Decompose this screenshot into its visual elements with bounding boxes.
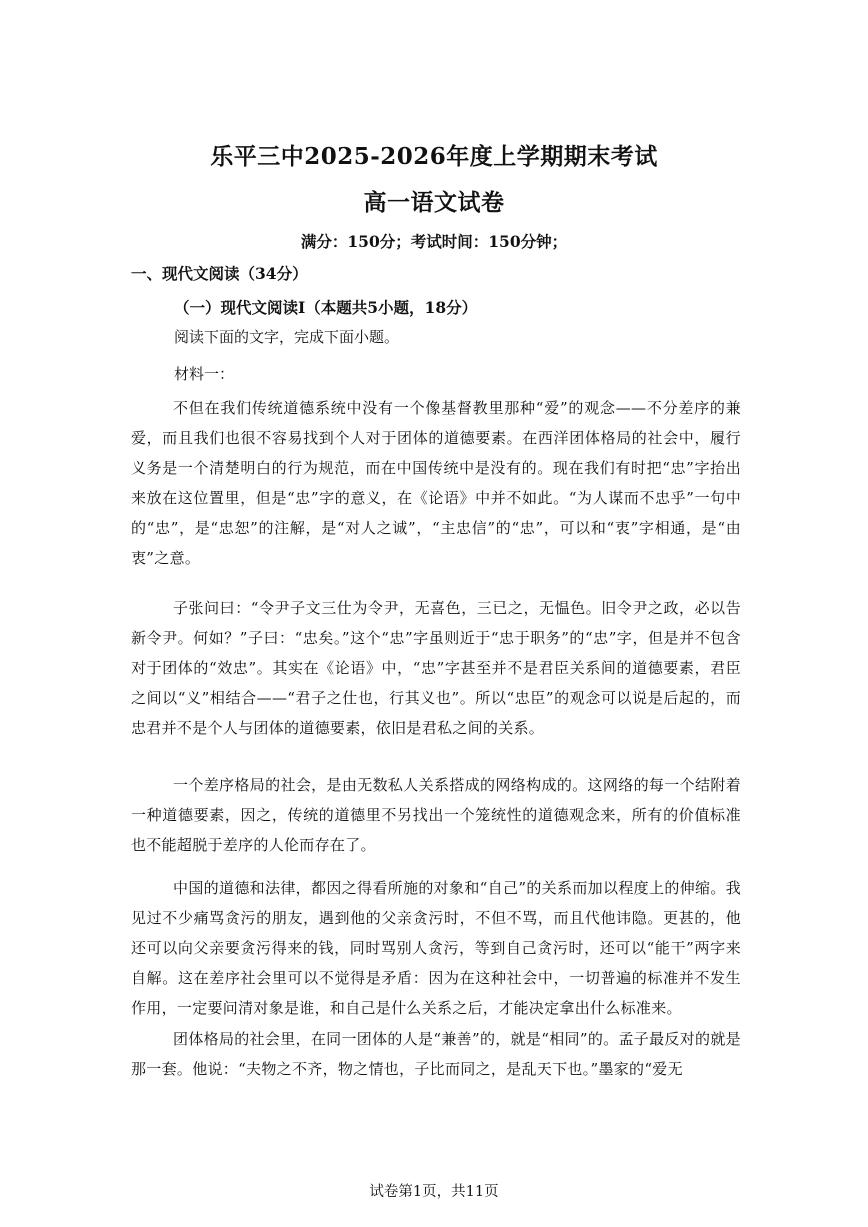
- paragraph-1: 不但在我们传统道德系统中没有一个像基督教里那种“爱”的观念——不分差序的兼爱，而且我们也很不容易找到个人对于团体的道德要素。在西洋团体格局的社会中，履行义务是一个清楚明白的行为规范，而在中国传统中是没有的。现在我们有时把“忠”字抬出来放在这位置里，但是“忠”字的意义，在《论语》中并不如此。“为人谋而不忠乎”一句中的“忠”，是“忠恕”的注解，是“对人之诚”，“主忠信”的“忠”，可以和“衷”字相通，是“由衷”之意。: [131, 399, 741, 567]
- subsection-heading: （一）现代文阅读I（本题共5小题，18分）: [174, 298, 478, 317]
- paragraph-2: 子张问曰：“令尹子文三仕为令尹，无喜色，三已之，无愠色。旧令尹之政，必以告新令尹。何如？”子曰：“忠矣。”这个“忠”字虽则近于“忠于职务”的“忠”字，但是并不包含对于团体的“效忠”。其实在《论语》中，“忠”字甚至并不是君臣关系间的道德要素，君臣之间以“义”相结合——“君子之仕也，行其义也”。所以“忠臣”的观念可以说是后起的，而忠君并不是个人与团体的道德要素，依旧是君私之间的关系。: [131, 599, 741, 737]
- exam-title: 乐平三中2025-2026年度上学期期末考试: [210, 143, 658, 170]
- paragraph-3: 一个差序格局的社会，是由无数私人关系搭成的网络构成的。这网络的每一个结附着一种道德要素，因之，传统的道德里不另找出一个笼统性的道德观念来，所有的价值标准也不能超脱于差序的人伦而存在了。: [131, 776, 741, 854]
- section-heading: 一、现代文阅读（34分）: [131, 264, 308, 283]
- material-label: 材料一：: [174, 365, 235, 383]
- paragraph-4: 中国的道德和法律，都因之得看所施的对象和“自己”的关系而加以程度上的伸缩。我见过不少痛骂贪污的朋友，遇到他的父亲贪污时，不但不骂，而且代他讳隐。更甚的，他还可以向父亲要贪污得来的钱，同时骂别人贪污，等到自己贪污时，还可以“能干”两字来自解。这在差序社会里可以不觉得是矛盾：因为在这种社会中，一切普遍的标准并不发生作用，一定要问清对象是谁，和自己是什么关系之后，才能决定拿出什么标准来。: [131, 879, 741, 1017]
- reading-instruction: 阅读下面的文字，完成下面小题。: [174, 328, 400, 346]
- exam-meta: 满分：150分；考试时间：150分钟；: [300, 232, 568, 251]
- paragraph-5: 团体格局的社会里，在同一团体的人是“兼善”的，就是“相同”的。孟子最反对的就是那一套。他说：“夫物之不齐，物之情也，子比而同之，是乱天下也。”墨家的“爱无: [131, 1030, 741, 1078]
- exam-subtitle: 高一语文试卷: [363, 189, 505, 216]
- page-footer: 试卷第1页，共11页: [369, 1184, 499, 1200]
